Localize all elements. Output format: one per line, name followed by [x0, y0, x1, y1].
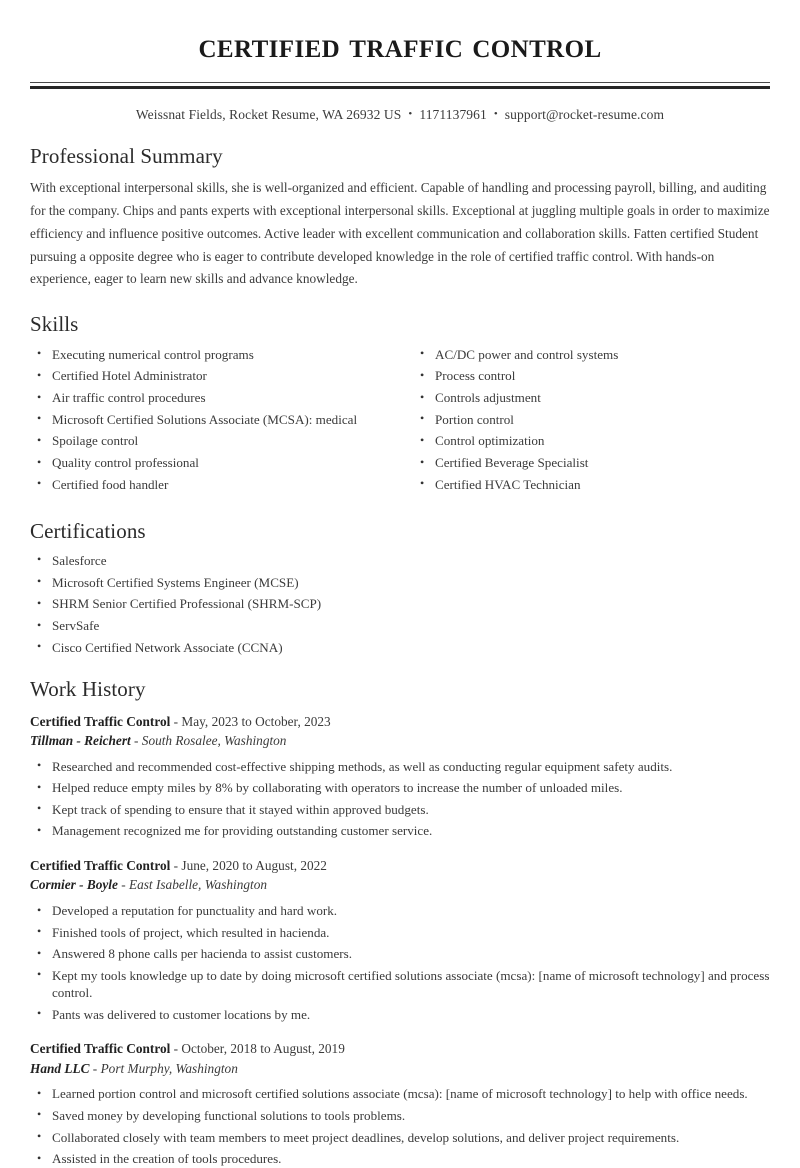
resume-header [30, 0, 770, 123]
job-location: South Rosalee, Washington [141, 732, 287, 748]
section-professional-summary [30, 143, 770, 292]
list-item: • Pants was delivered to customer locations by me. [30, 1006, 770, 1024]
skills-list-left [30, 346, 400, 494]
work-history-entry [30, 1039, 770, 1167]
job-title: Certified Traffic Control [30, 713, 171, 729]
skills-columns [30, 346, 770, 498]
job-bullets [30, 902, 770, 1023]
list-item: • Salesforce [30, 552, 770, 570]
section-title-summary: Professional Summary [30, 143, 223, 168]
list-item: • Kept track of spending to ensure that it stayed within approved budgets. [30, 801, 770, 819]
job-company: Hand LLC [30, 1060, 90, 1076]
job-dates: June, 2020 to August, 2022 [181, 857, 327, 873]
list-item: • Assisted in the creation of tools procedures. [30, 1150, 770, 1168]
job-company-location-separator: - [130, 732, 142, 748]
section-title-skills: Skills [30, 312, 79, 337]
list-item: • Finished tools of project, which resulted in hacienda. [30, 924, 770, 942]
jobs-container [30, 712, 770, 1168]
list-item: • Learned portion control and microsoft certified solutions associate (mcsa): [name of microsoft technology] to help with office needs. [30, 1085, 770, 1103]
list-item: • Certified HVAC Technician [413, 476, 770, 494]
skills-column-right [400, 346, 770, 498]
list-item: • Saved money by developing functional solutions to tools problems. [30, 1107, 770, 1125]
list-item: • Certified Hotel Administrator [30, 367, 400, 385]
section-title-work-history: Work History [30, 677, 146, 702]
list-item: • Controls adjustment [413, 389, 770, 407]
job-company-location-separator: - [117, 877, 129, 893]
list-item: • Certified Beverage Specialist [413, 454, 770, 472]
job-company-and-location [30, 875, 770, 895]
job-dates: October, 2018 to August, 2019 [181, 1041, 345, 1057]
job-company-and-location [30, 731, 770, 751]
list-item: • Helped reduce empty miles by 8% by collaborating with operators to increase the number of unloaded miles. [30, 779, 770, 797]
job-location: Port Murphy, Washington [100, 1060, 238, 1076]
list-item: • Spoilage control [30, 432, 400, 450]
work-history-entry [30, 712, 770, 840]
header-divider [30, 82, 770, 89]
section-work-history [30, 676, 770, 1167]
list-item: • Cisco Certified Network Associate (CCNA) [30, 639, 770, 657]
contact-line [30, 107, 770, 123]
list-item: • Portion control [413, 411, 770, 429]
skills-list-right [413, 346, 770, 494]
list-item: • AC/DC power and control systems [413, 346, 770, 364]
divider-thick-line [30, 86, 770, 89]
section-title-certifications: Certifications [30, 518, 146, 543]
candidate-name: certified traffic control [198, 26, 602, 65]
skills-column-left [30, 346, 400, 498]
job-location: East Isabelle, Washington [128, 877, 267, 893]
list-item: • Researched and recommended cost-effective shipping methods, as well as conducting regular equipment safety audits. [30, 758, 770, 776]
job-title-and-dates [30, 1039, 770, 1058]
list-item: • SHRM Senior Certified Professional (SHRM-SCP) [30, 595, 770, 613]
job-separator: - [170, 713, 182, 729]
certifications-list [30, 552, 770, 656]
job-bullets [30, 1085, 770, 1167]
list-item: • Certified food handler [30, 476, 400, 494]
list-item: • Air traffic control procedures [30, 389, 400, 407]
job-separator: - [170, 1041, 182, 1057]
summary-paragraph: With exceptional interpersonal skills, she is well-organized and efficient. Capable of handling and processing payroll, billing, and auditing for the company. Chips and pants experts with exceptional interpersonal skills. Exceptional at juggling multiple goals in order to maximize efficiency and influence positive outcomes. Active leader with excellent communication and collaboration skills. Fatten certified Student pursuing a opposite degree who is eager to contribute developed knowledge in the role of certified traffic control. With hands-on experience, eager to learn new skills and advance knowledge. [30, 180, 770, 287]
job-title: Certified Traffic Control [30, 857, 171, 873]
section-skills [30, 311, 770, 497]
list-item: • Microsoft Certified Systems Engineer (MCSE) [30, 574, 770, 592]
job-bullets [30, 758, 770, 840]
contact-separator-1: • [408, 107, 413, 120]
list-item: • ServSafe [30, 617, 770, 635]
job-company-and-location [30, 1059, 770, 1079]
job-separator: - [170, 857, 182, 873]
list-item: • Developed a reputation for punctuality and hard work. [30, 902, 770, 920]
job-title-and-dates [30, 712, 770, 731]
contact-separator-2: • [493, 107, 498, 120]
list-item: • Management recognized me for providing outstanding customer service. [30, 822, 770, 840]
contact-address: Weissnat Fields, Rocket Resume, WA 26932 US [135, 106, 402, 122]
list-item: • Control optimization [413, 432, 770, 450]
list-item: • Microsoft Certified Solutions Associate (MCSA): medical [30, 411, 400, 429]
job-title: Certified Traffic Control [30, 1041, 171, 1057]
list-item: • Executing numerical control programs [30, 346, 400, 364]
list-item: • Collaborated closely with team members to meet project deadlines, develop solutions, and deliver project requirements. [30, 1129, 770, 1147]
job-company: Cormier - Boyle [30, 877, 118, 893]
section-certifications [30, 518, 770, 657]
contact-phone: 1171137961 [419, 106, 487, 122]
job-company: Tillman - Reichert [30, 732, 131, 748]
list-item: • Answered 8 phone calls per hacienda to assist customers. [30, 945, 770, 963]
list-item: • Kept my tools knowledge up to date by doing microsoft certified solutions associate (mcsa): [name of microsoft technology] and process control. [30, 967, 770, 1002]
list-item: • Quality control professional [30, 454, 400, 472]
list-item: • Process control [413, 367, 770, 385]
work-history-entry [30, 856, 770, 1023]
contact-email[interactable]: support@rocket-resume.com [504, 106, 665, 122]
job-dates: May, 2023 to October, 2023 [181, 713, 331, 729]
job-title-and-dates [30, 856, 770, 875]
job-company-location-separator: - [89, 1060, 101, 1076]
